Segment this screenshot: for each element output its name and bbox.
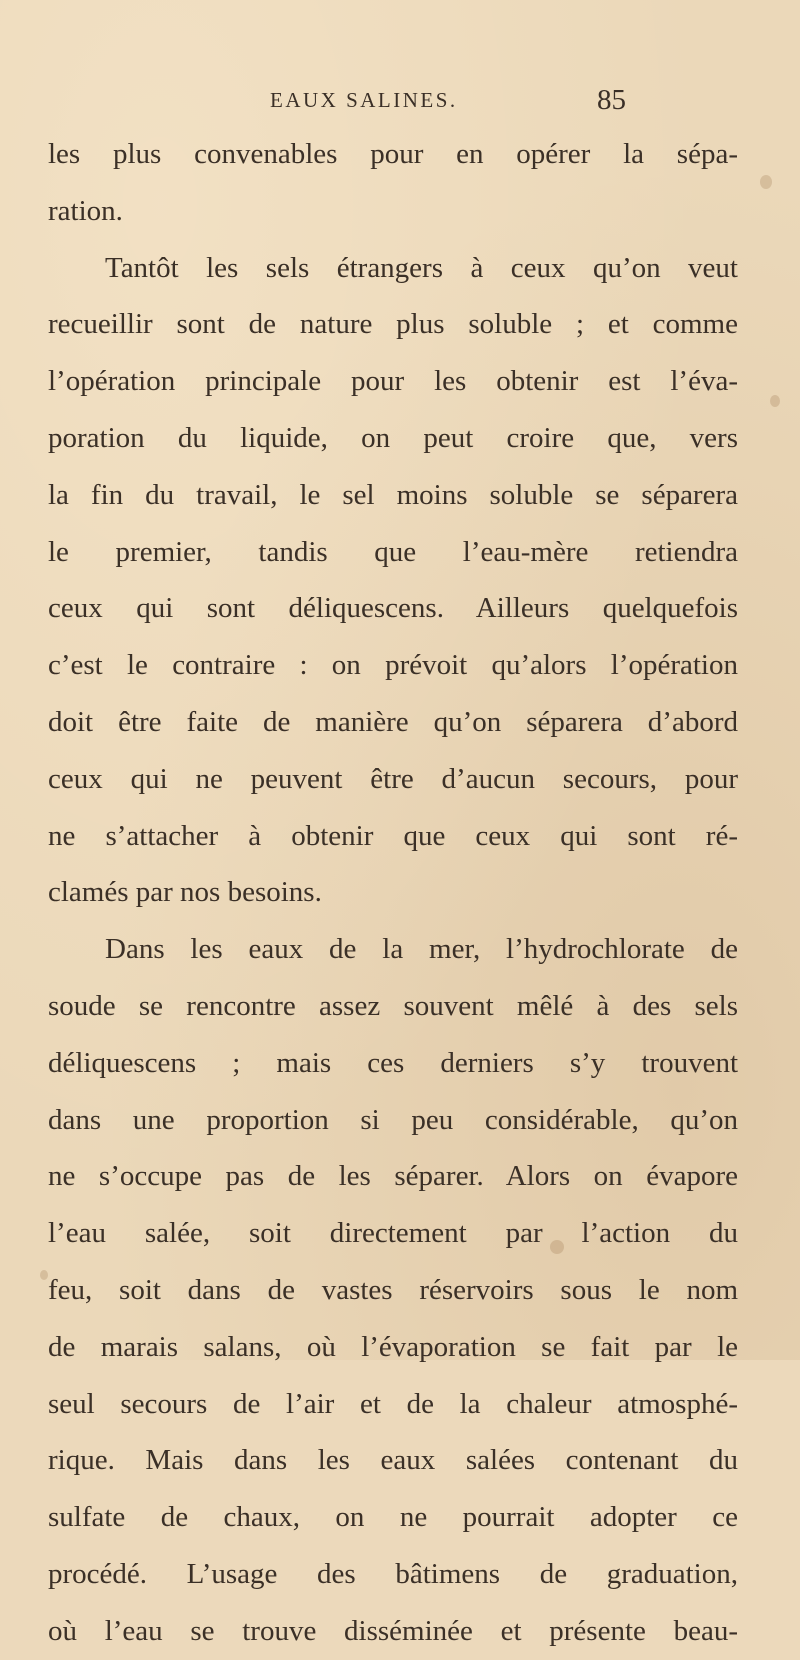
text-line: seul secours de l’air et de la chaleur atmosphé- (48, 1387, 738, 1420)
text-line: clamés par nos besoins. (48, 876, 322, 909)
text-line: poration du liquide, on peut croire que, vers (48, 421, 738, 454)
text-line: ration. (48, 194, 123, 227)
paper-stain (770, 395, 780, 407)
text-line: feu, soit dans de vastes réservoirs sous le nom (48, 1273, 738, 1306)
paper-stain (40, 1270, 48, 1280)
text-line: dans une proportion si peu considérable, qu’on (48, 1103, 738, 1136)
text-line: c’est le contraire : on prévoit qu’alors l’opération (48, 649, 738, 682)
text-line: de marais salans, où l’évaporation se fait par le (48, 1330, 738, 1363)
paragraph-start-line: Tantôt les sels étrangers à ceux qu’on veut (105, 251, 738, 284)
paragraph-start-line: Dans les eaux de la mer, l’hydrochlorate de (105, 933, 738, 966)
text-line: soude se rencontre assez souvent mêlé à des sels (48, 989, 738, 1022)
paper-stain (760, 175, 772, 189)
body-text (48, 126, 738, 1660)
page-number: 85 (597, 84, 626, 116)
text-line: déliquescens ; mais ces derniers s’y trouvent (48, 1046, 738, 1079)
text-line: le premier, tandis que l’eau-mère retiendra (48, 535, 738, 568)
text-line: procédé. L’usage des bâtimens de graduation, (48, 1557, 738, 1590)
text-line: l’eau salée, soit directement par l’action du (48, 1217, 738, 1250)
text-line: la fin du travail, le sel moins soluble se séparera (48, 478, 738, 511)
text-line: où l’eau se trouve disséminée et présente beau- (48, 1614, 738, 1647)
text-line: ne s’attacher à obtenir que ceux qui sont ré- (48, 819, 738, 852)
running-title: EAUX SALINES. (270, 88, 458, 112)
text-line: l’opération principale pour les obtenir est l’éva- (48, 365, 738, 398)
text-line: ceux qui sont déliquescens. Ailleurs quelquefois (48, 592, 738, 625)
text-line: les plus convenables pour en opérer la sépa- (48, 138, 738, 170)
text-line: rique. Mais dans les eaux salées contenant du (48, 1444, 738, 1477)
text-line: recueillir sont de nature plus soluble ; et comme (48, 308, 738, 341)
text-line: sulfate de chaux, on ne pourrait adopter ce (48, 1501, 738, 1534)
paper-stain (550, 1240, 564, 1254)
text-line: doit être faite de manière qu’on séparera d’abord (48, 705, 738, 738)
text-line: ne s’occupe pas de les séparer. Alors on évapore (48, 1160, 738, 1193)
text-line: ceux qui ne peuvent être d’aucun secours, pour (48, 762, 738, 795)
